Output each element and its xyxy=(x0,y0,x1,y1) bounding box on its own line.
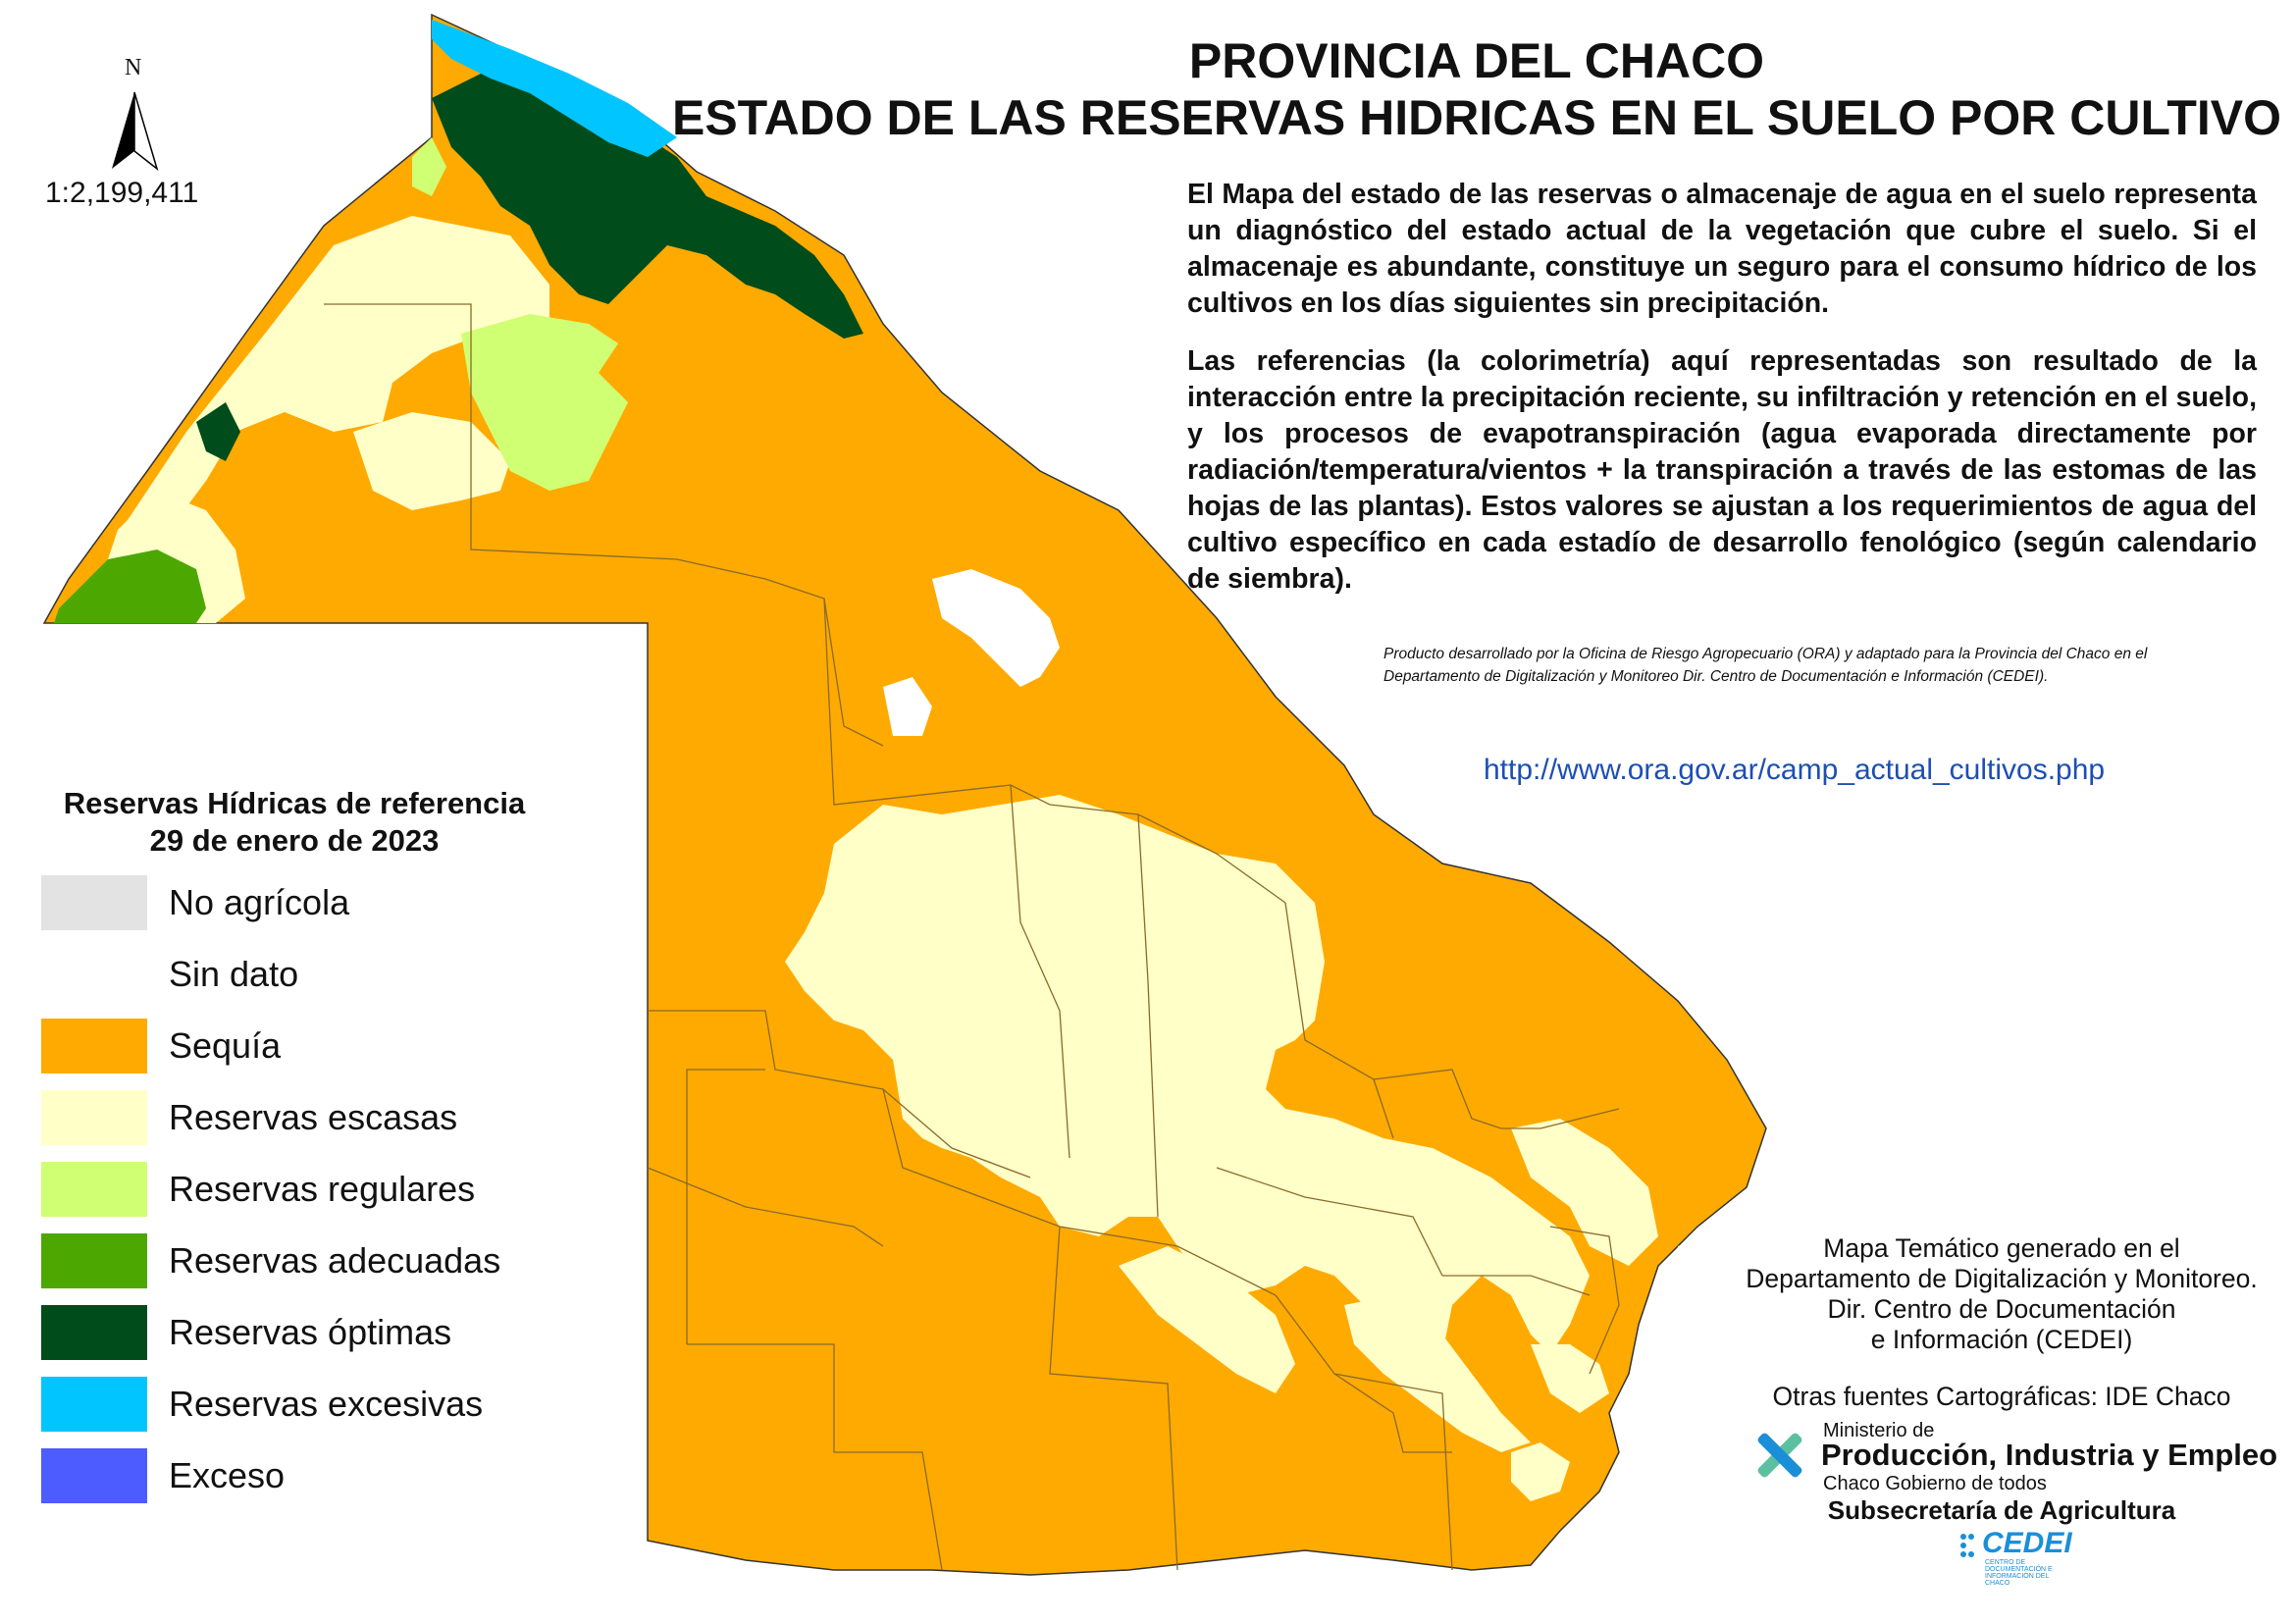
generated-line2: Departamento de Digitalización y Monitoreo. xyxy=(1746,1264,2258,1293)
north-label: N xyxy=(125,55,142,80)
credit-text: Producto desarrollado por la Oficina de Riesgo Agropecuario (ORA) y adaptado para la Provincia del Chaco en el Departamento de Digitalización y Monitoreo Dir. Centro de Documentación e Información (CEDEI). xyxy=(1383,646,2148,685)
legend-swatch xyxy=(41,1305,147,1360)
generated-line4: e Información (CEDEI) xyxy=(1870,1325,2133,1354)
cedei-dots-icon xyxy=(1957,1531,1981,1560)
other-sources: Otras fuentes Cartográficas: IDE Chaco xyxy=(1772,1382,2231,1411)
description-block xyxy=(1187,177,2257,619)
legend-label: Reservas regulares xyxy=(169,1169,476,1209)
legend-item xyxy=(41,947,298,1002)
generated-by xyxy=(1737,1233,2267,1355)
legend-title xyxy=(29,785,559,860)
legend-swatch xyxy=(41,1233,147,1288)
legend-swatch xyxy=(41,1162,147,1217)
cedei-word: CEDEI xyxy=(1982,1527,2072,1559)
legend-item xyxy=(41,1019,281,1073)
generated-line3: Dir. Centro de Documentación xyxy=(1827,1294,2176,1324)
source-link[interactable]: http://www.ora.gov.ar/camp_actual_cultivos.php xyxy=(1484,754,2106,786)
legend-label: Reservas escasas xyxy=(169,1097,458,1137)
legend-item xyxy=(41,1233,500,1288)
legend-item xyxy=(41,1305,451,1360)
cedei-tagline: CENTRO DE DOCUMENTACIÓN E INFORMACIÓN DEL CHACO xyxy=(1985,1559,2053,1587)
legend-item xyxy=(41,1377,483,1432)
scale-label: 1:2,199,411 xyxy=(45,177,199,209)
generated-line1: Mapa Temático generado en el xyxy=(1823,1233,2180,1263)
legend-label: No agrícola xyxy=(169,882,350,922)
legend-swatch xyxy=(41,947,147,1002)
legend-swatch xyxy=(41,1019,147,1073)
legend-label: Sin dato xyxy=(169,954,299,994)
zone-sin-dato-3 xyxy=(1678,1236,1727,1295)
ministry-x-icon xyxy=(1756,1432,1803,1479)
ministry-small: Ministerio de xyxy=(1823,1420,1935,1441)
ministry-name: Producción, Industria y Empleo xyxy=(1821,1438,2278,1472)
legend-label: Exceso xyxy=(169,1455,286,1495)
cedei-logo xyxy=(1957,1527,2075,1587)
subsecretaria: Subsecretaría de Agricultura xyxy=(1827,1495,2176,1525)
legend-title-line1: Reservas Hídricas de referencia xyxy=(63,786,526,820)
description-p2: Las referencias (la colorimetría) aquí representadas son resultado de la interacción entre la precipitación reciente, su infiltración y retención en el suelo, y los procesos de evapotranspiración (agua evaporada directamente por radiación/temperatura/vientos + la transpiración a través de las estomas de las hojas de las plantas). Estos valores se ajustan a los requerimientos de agua del cultivo específico en cada estadío de desarrollo fenológico (según calendario de siembra). xyxy=(1187,345,2257,595)
legend-title-line2: 29 de enero de 2023 xyxy=(149,823,440,858)
legend-swatch xyxy=(41,1448,147,1503)
legend-item xyxy=(41,1090,457,1145)
legend-label: Reservas excesivas xyxy=(169,1384,484,1424)
legend-swatch xyxy=(41,1377,147,1432)
legend-swatch xyxy=(41,1090,147,1145)
title-line2: ESTADO DE LAS RESERVAS HIDRICAS EN EL SUELO POR CULTIVO xyxy=(671,90,2281,145)
legend-item xyxy=(41,1162,475,1217)
legend-label: Reservas adecuadas xyxy=(169,1240,501,1281)
north-arrow-icon xyxy=(110,92,159,171)
legend-label: Sequía xyxy=(169,1025,282,1066)
legend-label: Reservas óptimas xyxy=(169,1312,452,1352)
legend-swatch xyxy=(41,875,147,930)
legend-item xyxy=(41,1448,285,1503)
legend-item xyxy=(41,875,349,930)
description-p1: El Mapa del estado de las reservas o almacenaje de agua en el suelo representa un diagnóstico del estado actual de la vegetación que cubre el suelo. Si el almacenaje es abundante, constituye un seguro para el consumo hídrico de los cultivos en los días siguientes sin precipitación. xyxy=(1187,179,2257,319)
ministry-sub: Chaco Gobierno de todos xyxy=(1823,1473,2047,1494)
ministry-logo xyxy=(1756,1420,2286,1494)
title-line1: PROVINCIA DEL CHACO xyxy=(1188,33,1765,88)
